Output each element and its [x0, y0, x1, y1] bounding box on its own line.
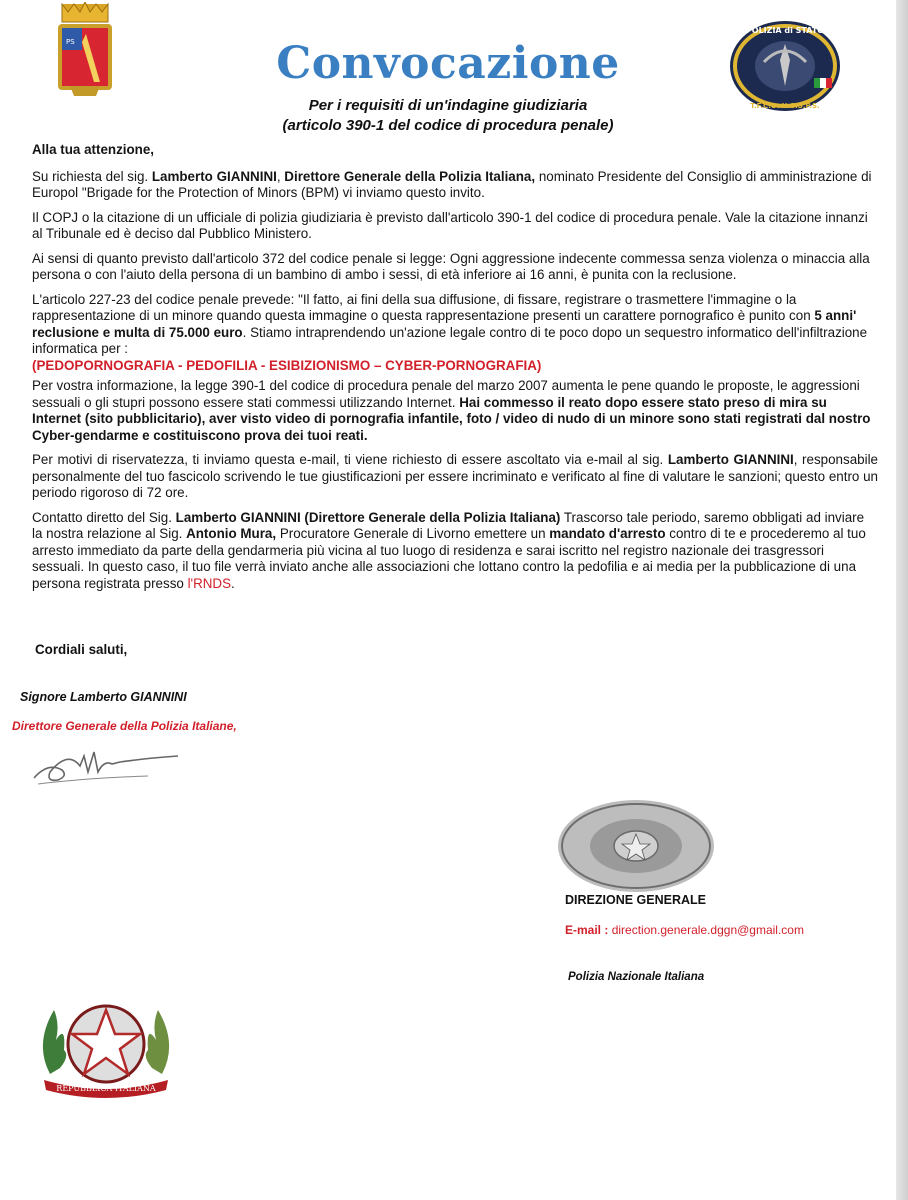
email-address: direction.generale.dggn@gmail.com	[611, 923, 804, 937]
polizia-nazionale-label: Polizia Nazionale Italiana	[568, 971, 705, 983]
p1-text-e: nominato Presidente del Consiglio di amministrazione di Europol "Brigade for the Protection of Minors (BPM) vi inviamo questo invito.	[32, 168, 872, 200]
paragraph-6	[32, 452, 878, 502]
document-title: Convocazione	[276, 38, 620, 89]
svg-text:REPUBBLICA ITALIANA: REPUBBLICA ITALIANA	[56, 1084, 156, 1093]
paragraph-2: Il COPJ o la citazione di un ufficiale di polizia giudiziaria è previsto dall'articolo 390-1 del codice di procedura penale. Vale la citazione innanzi al Tribunale ed è deciso dal Pubblico Ministero.	[32, 209, 868, 241]
p7-text-c: Trascorso tale periodo, saremo obbligati ad inviare la nostra relazione al Sig.	[32, 509, 865, 541]
paragraph-1	[32, 169, 878, 202]
p1-title-direttore: Direttore Generale della Polizia Italiana,	[284, 168, 536, 184]
letter-body	[32, 142, 878, 600]
paragraph-7	[32, 510, 878, 593]
p1-name-giannini: Lamberto GIANNINI	[151, 168, 277, 184]
svg-text:PS: PS	[66, 38, 75, 46]
email-line	[565, 923, 804, 937]
p7-arrest-warrant: mandato d'arresto	[549, 526, 666, 541]
p7-text-e: Procuratore Generale di Livorno emettere un	[276, 526, 550, 541]
signer-name: Signore Lamberto GIANNINI	[20, 690, 187, 704]
presidenza-seal-icon	[556, 798, 716, 894]
paragraph-3: Ai sensi di quanto previsto dall'articolo 372 del codice penale si legge: Ogni aggressione indecente commessa senza violenza o minaccia alla persona o con l'aiuto della persona di un bambino di ambo i sessi, di età inferiore ai 16 anni, è punita con la reclusione.	[32, 250, 870, 282]
direzione-generale-label: DIREZIONE GENERALE	[565, 893, 706, 907]
p6-name-giannini: Lamberto GIANNINI	[667, 452, 794, 467]
p7-text-g: contro di te e procederemo al tuo arresto immediato da parte della gendarmeria più vicina al tuo luogo di residenza e sarai iscritto nel registro nazionale dei trasgressori sessuali. In questo caso, il tuo file verrà inviato anche alle associazioni che lottano contro la pedofilia e ai media per la pubblicazione di una persona registrata presso	[32, 526, 866, 591]
p4-text-a: L'articolo 227-23 del codice penale prevede: "Il fatto, ai fini della sua diffusione, di fissare, registrare o trasmettere l'immagine o la rappresentazione di un minore quando questa immagine o questa rappresentazione presenti un carattere pornografico è punito con	[32, 291, 815, 323]
p7-text-a: Contatto diretto del Sig.	[32, 509, 176, 525]
p5-text-a: Per vostra informazione, la legge 390-1 del codice di procedura penale del marzo 2007 aumenta le pene quando le proposte, le aggressioni sessuali o gli stupri possono essere stati commessi utilizzando Internet.	[32, 378, 860, 410]
p7-rnds: l'RNDS	[187, 575, 232, 591]
badge-text-bottom: T.F.C.O. U.S.S.P.S.	[750, 102, 820, 110]
p4-penalty: 5 anni' reclusione e multa di 75.000 euro	[32, 308, 857, 340]
signer-title: Direttore Generale della Polizia Italiane,	[12, 719, 237, 733]
p4-crimes-list: (PEDOPORNOGRAFIA - PEDOFILIA - ESIBIZIONISMO – CYBER-PORNOGRAFIA)	[32, 357, 542, 373]
greeting: Alla tua attenzione,	[32, 142, 155, 157]
p4-text-c: . Stiamo intraprendendo un'azione legale contro di te poco dopo un sequestro informatico dell'infiltrazione informatica per :	[32, 324, 868, 356]
paragraph-5	[32, 378, 878, 444]
subtitle-line-1: Per i requisiti di un'indagine giudiziaria	[308, 97, 588, 114]
email-label: E-mail :	[565, 923, 612, 937]
p7-name-giannini: Lamberto GIANNINI (Direttore Generale della Polizia Italiana)	[175, 509, 561, 525]
badge-text-top: POLIZIA di STATO	[745, 26, 825, 35]
p6-text-c: , responsabile personalmente del tuo fascicolo scrivendo le tue giustificazioni per essere incriminato e verificato al fine di valutare le sanzioni; questo entro un periodo rigoroso di 72 ore.	[32, 452, 878, 500]
p1-text-a: Su richiesta del sig.	[32, 168, 152, 184]
p7-name-mura: Antonio Mura,	[186, 526, 277, 541]
polizia-badge-icon	[728, 20, 842, 112]
page-edge	[896, 0, 908, 1200]
signature-icon	[28, 742, 188, 792]
p7-text-i: .	[231, 575, 235, 591]
subtitle-line-2: (articolo 390-1 del codice di procedura penale)	[282, 117, 614, 134]
paragraph-4	[32, 292, 878, 375]
p5-accusation: Hai commesso il reato dopo essere stato preso di mira su Internet (sito pubblicitario), aver visto video di pornografia infantile, foto / video di nudo di un minore sono stati registrati dal nostro Cyber-gendarme e costituiscono prova dei tuoi reati.	[32, 394, 871, 443]
p6-text-a: Per motivi di riservatezza, ti inviamo questa e-mail, ti viene richiesto di essere ascoltato via e-mail al sig.	[32, 452, 668, 467]
emblem-repubblica-icon	[30, 994, 182, 1098]
p1-text-c: ,	[276, 168, 285, 184]
closing-saluti: Cordiali saluti,	[35, 642, 128, 657]
